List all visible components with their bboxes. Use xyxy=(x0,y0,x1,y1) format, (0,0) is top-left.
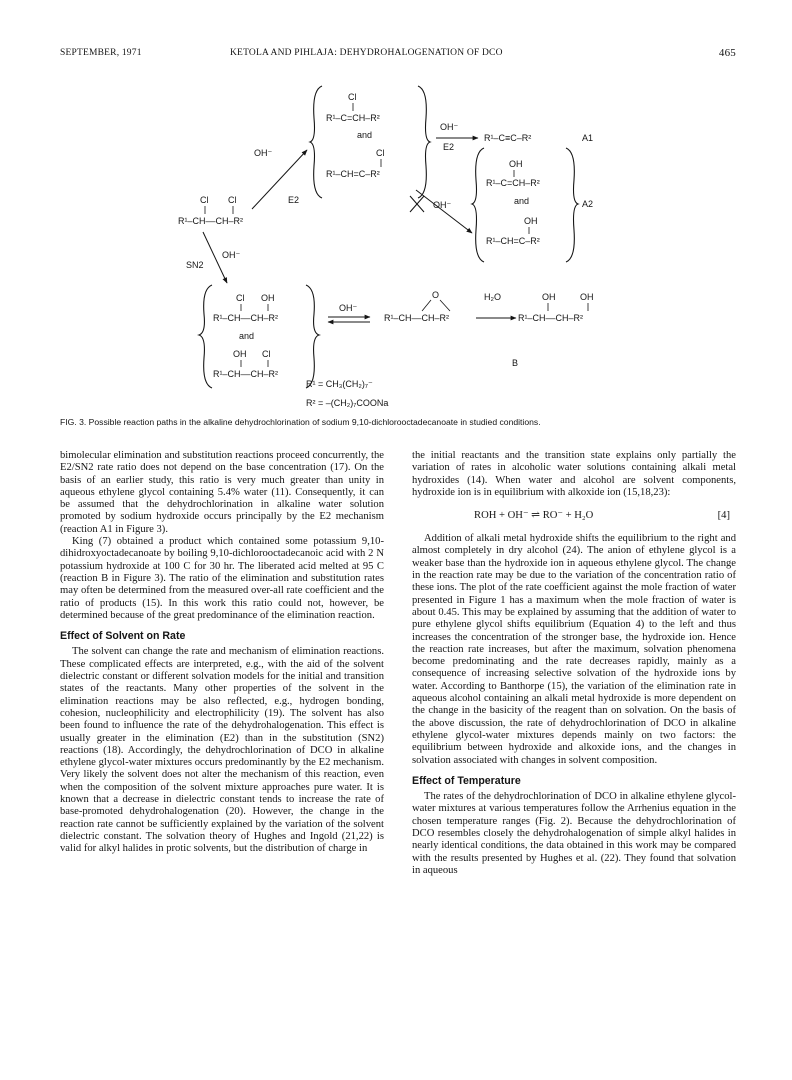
h2o: H₂O xyxy=(484,292,501,302)
page-number: 465 xyxy=(718,47,736,59)
oh-sn2: OH⁻ xyxy=(222,250,241,260)
start-chain: R¹–CH––CH–R² xyxy=(178,216,244,226)
e2-right: E2 xyxy=(443,142,455,152)
top-and: and xyxy=(357,130,373,140)
left-paragraph-1: bimolecular elimination and substitution reactions proceed concurrently, the E2/SN2 rate ratio does not depend on the base concentration (17). On the basis of an earlier study, this ratio is very much greater than unity in aqueous ethylene glycol containing 5.4% water (11). Consequently, it can be assumed that the dehydrochlorination in alkaline water solution promoted by sodium hydroxide occurs principally by the E2 mechanism (reaction A1 in Figure 3). xyxy=(60,450,384,535)
oh-cross: OH⁻ xyxy=(433,200,452,210)
ch-cl-2: Cl xyxy=(262,349,271,359)
ch-chain-2: R¹–CH––CH–R² xyxy=(213,369,279,379)
header-title: KETOLA AND PIHLAJA: DEHYDROHALOGENATION OF DCO xyxy=(230,48,503,58)
r1-definition: R¹ = CH₃(CH₂)₇⁻ xyxy=(306,379,373,389)
e2-upper: E2 xyxy=(288,195,300,205)
top-cl-2: Cl xyxy=(376,148,385,158)
ch-and: and xyxy=(239,331,255,341)
running-header xyxy=(60,48,736,62)
top-vinyl-1: R¹–C=CH–R² xyxy=(326,113,380,123)
enol-oh-1: OH xyxy=(509,159,523,169)
ch-chain-1: R¹–CH––CH–R² xyxy=(213,313,279,323)
label-a1: A1 xyxy=(582,133,594,143)
sn2-label: SN2 xyxy=(186,260,204,270)
oh-eq: OH⁻ xyxy=(339,303,358,313)
right-paragraph-3: The rates of the dehydrochlorination of DCO in alkaline ethylene glycol-water mixtures at various temperatures follow the Arrhenius equation in the chosen temperature ranges (Fig. 2). Because the dehydrochlorination of DCO resembles closely the dehydrohalogenation of simple alkyl halides in nearly identical conditions, the data obtained in this work may be compared with the results presented by Hughes et al. (22). They found that solvation in aqueous xyxy=(412,791,736,876)
label-b: B xyxy=(512,358,519,368)
diol-chain: R¹–CH––CH–R² xyxy=(518,313,584,323)
epox-chain: R¹–CH––CH–R² xyxy=(384,313,450,323)
enol-oh-2: OH xyxy=(524,216,538,226)
reaction-scheme xyxy=(0,80,792,410)
equation-4 xyxy=(412,503,736,529)
oh-arrow-right: OH⁻ xyxy=(440,122,459,132)
oh-e2-upper: OH⁻ xyxy=(254,148,273,158)
figure-caption: FIG. 3. Possible reaction paths in the alkaline dehydrochlorination of sodium 9,10-dichlorooctadecanoate in studied conditions. xyxy=(60,417,541,427)
label-a2: A2 xyxy=(582,199,594,209)
diol-oh-1: OH xyxy=(542,292,556,302)
left-column xyxy=(60,450,384,856)
left-paragraph-3: The solvent can change the rate and mechanism of elimination reactions. These complicated effects are interpreted, e.g., with the aid of the solvent dielectric constant or different solvation models for the initial and transition states of the reactants. Many other properties of the solvent in the elimination reactions may be also reflected, e.g., hydrogen bonding, cohesion, nucleophilicity and electrophilicity (19). The solvent has also been found to influence the rate of the dehydrohalogenation. This effect is usually greater in the elimination (E2) than in the substitution (SN2) reactions (18). Accordingly, the dehydrochlorination of DCO in alkaline ethylene glycol-water mixtures occurs predominantly by the E2 mechanism. Very likely the solvent does not alter the mechanism of this reaction, even when the composition of the solvent mixture approaches pure water. It is known that a decrease in dielectric constant tends to increase the rate of base-promoted dehydrohalogenation (20). However, the change in the reaction rate cannot be sufficiently explained by the variation of the solvent dielectric constant. The solvation theory of Hughes and Ingold (21,22) is valid for alkyl halides in protic solvents, but the distribution of charge in xyxy=(60,646,384,855)
enol-1: R¹–C=CH–R² xyxy=(486,178,540,188)
ch-oh-1: OH xyxy=(261,293,275,303)
ch-oh-2: OH xyxy=(233,349,247,359)
top-cl-1: Cl xyxy=(348,92,357,102)
start-cl-1: Cl xyxy=(200,195,209,205)
header-date: SEPTEMBER, 1971 xyxy=(60,48,142,58)
left-paragraph-2: King (7) obtained a product which contained some potassium 9,10-dihidroxyoctadecanoate by boiling 9,10-dichlorooctadecanoic acid with 2 N potassium hydroxide at 100 C for 30 hr. The liberated acid melted at 95 C (reaction B in Figure 3). The ratio of the elimination and substitution rates may often be determined from the measured over-all rate coefficient and the ratio of products (15). In this work this ratio could not, however, be determined because of the great predominance of the elimination reaction. xyxy=(60,536,384,621)
alkyne: R¹–C≡C–R² xyxy=(484,133,532,143)
top-vinyl-2: R¹–CH=C–R² xyxy=(326,169,380,179)
ch-cl-1: Cl xyxy=(236,293,245,303)
equation-number: [4] xyxy=(717,510,730,522)
enol-and: and xyxy=(514,196,530,206)
start-cl-2: Cl xyxy=(228,195,237,205)
equation-formula: ROH + OH⁻ ⇌ RO⁻ + H₂O xyxy=(474,510,594,522)
diol-oh-2: OH xyxy=(580,292,594,302)
section-heading-temperature: Effect of Temperature xyxy=(412,774,521,787)
right-paragraph-1: the initial reactants and the transition state explains only partially the variation of rates in alcoholic water solutions containing alkali metal hydroxides (14). When water and alcohol are solvent components, hydroxide ion is in equilibrium with alkoxide ion (15,18,23): xyxy=(412,450,736,498)
section-heading-solvent: Effect of Solvent on Rate xyxy=(60,630,186,643)
r2-definition: R² = –(CH₂)₇COONa xyxy=(306,398,389,408)
right-column xyxy=(412,450,736,877)
epox-o: O xyxy=(432,290,440,300)
enol-2: R¹–CH=C–R² xyxy=(486,236,540,246)
right-paragraph-2: Addition of alkali metal hydroxide shifts the equilibrium to the right and almost completely in dry alcohol (24). The anion of ethylene glycol is a weaker base than the hydroxide ion in aqueous ethylene glycol. The change in the reaction rate may be due to the variation of the concentration ratio of these ions. The plot of the rate coefficient against the mole fraction of water presented in Figure 1 has a maximum when the mole fraction of water is about 0.45. This may be explained by assuming that the addition of water to pure ethylene glycol shifts equilibrium (Equation 4) to the left and thus increases the concentration of the stronger base, the hydroxide ion. Hence the reaction rate increases, but after the maximum, solvation phenomena become predominating and the rate decreases rapidly, mainly as a consequence of increasing selective solvation of the hydroxide ions by water. According to Banthorpe (15), the variation of the elimination rate in aqueous alcohol containing an alkali metal hydroxide is more dependent on the change in the basicity of the reagent than on solvation. On the basis of the above discussion, the rate of dehydrochlorination of DCO in alkaline ethylene glycol-water mixtures depends mainly on two factors: the equilibrium between hydroxide and alkoxide ions, and the changes in solvation associated with changes in solvent composition. xyxy=(412,533,736,766)
